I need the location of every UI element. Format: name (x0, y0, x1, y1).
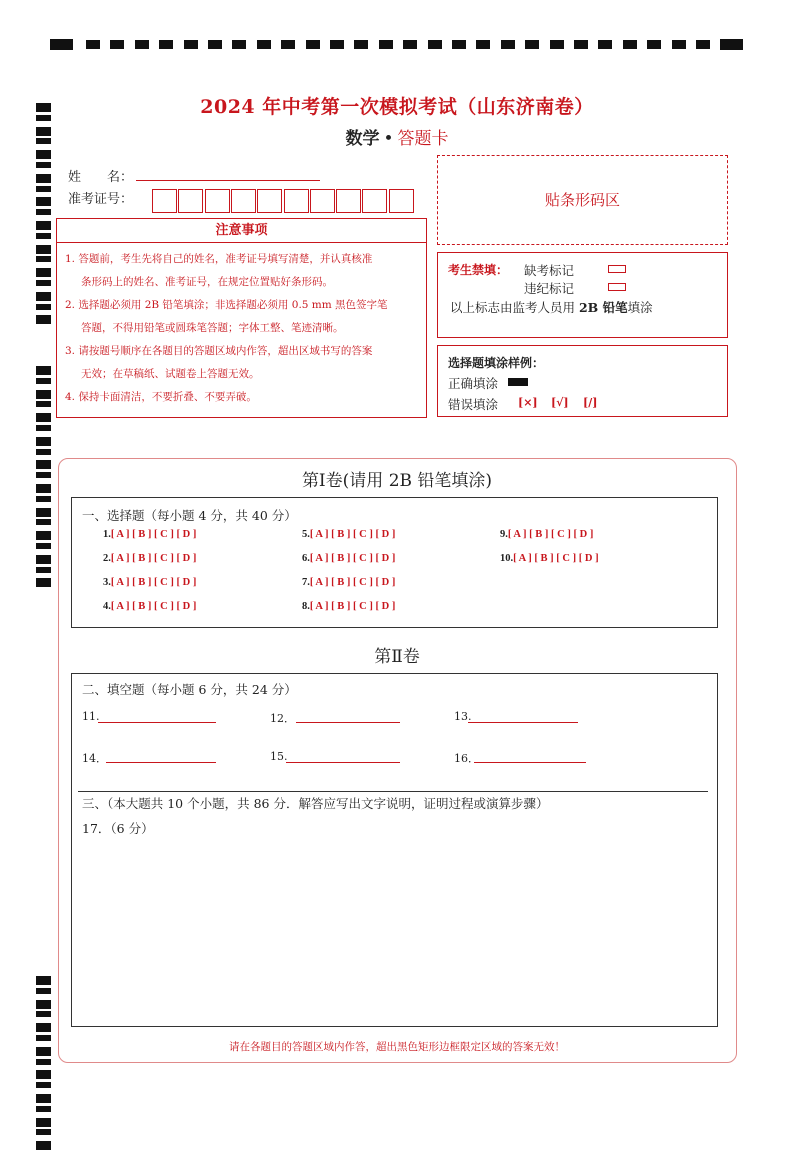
mc-question[interactable] (103, 577, 196, 588)
timing-mark (86, 40, 100, 49)
barcode-area (437, 155, 728, 245)
timing-mark (354, 40, 368, 49)
timing-mark (598, 40, 612, 49)
timing-mark (525, 40, 539, 49)
timing-mark (208, 40, 222, 49)
timing-mark (281, 40, 295, 49)
exam-id-digit-box[interactable] (389, 189, 414, 213)
timing-mark (403, 40, 417, 49)
timing-mark (647, 40, 661, 49)
mc-section-heading: 一、选择题（每小题 4 分，共 40 分） (82, 508, 297, 523)
separator-dot: • (383, 129, 394, 149)
fill-item-label: 13. (454, 710, 472, 723)
examiner-only-box (437, 252, 728, 338)
examiner-note-prefix: 以上标志由监考人员用 (450, 300, 579, 315)
mc-question-number: 3. (103, 577, 111, 588)
timing-mark (36, 413, 51, 422)
mc-options[interactable]: [ A ] [ B ] [ C ] [ D ] (309, 601, 396, 612)
absent-mark-box[interactable] (608, 265, 626, 273)
timing-mark (36, 197, 51, 206)
timing-mark (232, 40, 246, 49)
timing-mark (36, 1118, 51, 1127)
notice-line: 3. 请按题号顺序在各题目的答题区域内作答，超出区域书写的答案 (65, 345, 373, 357)
timing-mark (452, 40, 466, 49)
exam-id-digit-box[interactable] (152, 189, 177, 213)
mc-question-number: 9. (500, 529, 508, 540)
exam-id-digit-box[interactable] (205, 189, 230, 213)
timing-mark (36, 578, 51, 587)
timing-mark (501, 40, 515, 49)
mc-options[interactable]: [ A ] [ B ] [ C ] [ D ] (513, 553, 599, 564)
timing-mark (330, 40, 344, 49)
timing-mark (159, 40, 173, 49)
mc-question[interactable] (302, 529, 395, 540)
mc-question[interactable] (500, 529, 593, 540)
timing-mark (110, 40, 124, 49)
answer-card-subtitle (0, 124, 794, 149)
barcode-area-label: 贴条形码区 (544, 191, 620, 209)
fill-answer-line[interactable] (106, 762, 216, 763)
timing-mark (379, 40, 393, 49)
violation-mark-label: 违纪标记 (524, 281, 575, 296)
mc-question-number: 5. (302, 529, 310, 540)
exam-id-digit-box[interactable] (336, 189, 361, 213)
timing-mark (623, 40, 637, 49)
fill-answer-line[interactable] (468, 722, 578, 723)
mc-options[interactable]: [ A ] [ B ] [ C ] [ D ] (110, 529, 197, 540)
timing-mark (36, 531, 51, 540)
mc-question-number: 2. (103, 553, 111, 564)
fill-item-label: 16． (454, 752, 479, 765)
fill-sample-heading: 选择题填涂样例： (448, 356, 545, 370)
timing-mark (550, 40, 564, 49)
timing-mark (184, 40, 198, 49)
timing-mark (36, 390, 51, 399)
timing-mark (574, 40, 588, 49)
timing-mark (36, 221, 51, 230)
name-label: 姓 名： (68, 170, 134, 185)
card-label: 答题卡 (397, 129, 449, 149)
question-17-label: 17．（6 分） (82, 821, 154, 836)
fill-item-label: 11. (82, 710, 100, 723)
mc-question[interactable] (103, 553, 196, 564)
free-response-box (71, 673, 718, 1027)
timing-mark (36, 245, 51, 254)
fill-section-heading: 二、填空题（每小题 6 分，共 24 分） (82, 682, 297, 697)
notice-line: 2. 选择题必须用 2B 铅笔填涂；非选择题必须用 0.5 mm 黑色签字笔 (65, 299, 388, 311)
examiner-only-label: 考生禁填： (448, 263, 509, 277)
timing-mark (36, 437, 51, 446)
timing-mark (428, 40, 442, 49)
notice-box (56, 218, 427, 418)
fill-answer-line[interactable] (286, 762, 400, 763)
mc-question[interactable] (103, 601, 196, 612)
fill-answer-line[interactable] (98, 722, 216, 723)
exam-id-digit-box[interactable] (231, 189, 256, 213)
fill-item-label: 14． (82, 752, 107, 765)
mc-options[interactable]: [ A ] [ B ] [ C ] [ D ] (110, 553, 197, 564)
correct-fill-mark (508, 378, 528, 386)
mc-question[interactable] (302, 601, 395, 612)
violation-mark-box[interactable] (608, 283, 626, 291)
examiner-note-pencil: 2B 铅笔 (578, 300, 628, 315)
timing-mark (36, 174, 51, 183)
timing-mark (36, 315, 51, 324)
mc-question[interactable] (302, 553, 395, 564)
examiner-note-suffix: 填涂 (627, 300, 653, 315)
mc-options[interactable]: [ A ] [ B ] [ C ] [ D ] (309, 529, 396, 540)
examiner-note (450, 298, 653, 316)
mc-question-number: 7. (302, 577, 310, 588)
timing-mark (36, 150, 51, 159)
wrong-fill-label: 错误填涂 (448, 397, 499, 412)
exam-id-digit-box[interactable] (362, 189, 387, 213)
exam-id-digit-box[interactable] (310, 189, 335, 213)
timing-mark (36, 1000, 51, 1009)
timing-mark (36, 1141, 51, 1150)
absent-mark-label: 缺考标记 (524, 263, 575, 278)
timing-mark (696, 40, 710, 49)
notice-heading: 注意事项 (57, 219, 426, 243)
timing-mark (476, 40, 490, 49)
timing-mark (36, 1023, 51, 1032)
exam-title: 2024 年中考第一次模拟考试（山东济南卷） (200, 96, 594, 118)
fill-answer-line[interactable] (296, 722, 400, 723)
mc-question-number: 4. (103, 601, 111, 612)
section-divider (78, 791, 708, 792)
fill-item-label: 12． (270, 712, 295, 725)
timing-mark (36, 976, 51, 985)
exam-id-label: 准考证号： (68, 192, 134, 207)
timing-mark (36, 366, 51, 375)
correct-fill-label: 正确填涂 (448, 376, 499, 391)
exam-id-digit-box[interactable] (257, 189, 282, 213)
subject-label: 数学 (345, 129, 380, 149)
mc-options[interactable]: [ A ] [ B ] [ C ] [ D ] (309, 553, 396, 564)
fill-item-label: 15. (270, 750, 288, 763)
question-17-answer-area[interactable] (78, 842, 708, 1020)
wrong-mark-x: [×] (518, 396, 538, 409)
timing-mark (306, 40, 320, 49)
part1-title: 第Ⅰ卷(请用 2B 铅笔填涂) (301, 471, 493, 491)
timing-mark (36, 555, 51, 564)
mc-options[interactable]: [ A ] [ B ] [ C ] [ D ] (110, 577, 197, 588)
mc-question-number: 6. (302, 553, 310, 564)
mc-question-number: 1. (103, 529, 111, 540)
wrong-mark-slash: [/] (583, 396, 598, 409)
mc-question[interactable] (103, 529, 196, 540)
timing-mark (36, 268, 51, 277)
notice-line: 无效；在草稿纸、试题卷上答题无效。 (81, 368, 260, 380)
fill-answer-line[interactable] (474, 762, 586, 763)
part2-title: 第Ⅱ卷 (374, 647, 420, 667)
exam-id-digit-box[interactable] (284, 189, 309, 213)
exam-id-digit-box[interactable] (178, 189, 203, 213)
timing-mark (36, 1094, 51, 1103)
mc-question-number: 10. (500, 553, 514, 564)
solve-section-heading: 三、（本大题共 10 个小题，共 86 分．解答应写出文字说明，证明过程或演算步骤） (82, 796, 549, 811)
wrong-mark-check: [√] (551, 396, 569, 409)
mc-question[interactable] (500, 553, 599, 564)
notice-line: 1. 答题前，考生先将自己的姓名，准考证号填写清楚，并认真核准 (65, 253, 373, 265)
notice-line: 条形码上的姓名、准考证号，在规定位置贴好条形码。 (81, 276, 333, 288)
mc-question-number: 8. (302, 601, 310, 612)
timing-mark (36, 292, 51, 301)
timing-mark (135, 40, 149, 49)
timing-mark (36, 508, 51, 517)
timing-mark (672, 40, 686, 49)
mc-question[interactable] (302, 577, 395, 588)
mc-options[interactable]: [ A ] [ B ] [ C ] [ D ] (309, 577, 396, 588)
mc-options[interactable]: [ A ] [ B ] [ C ] [ D ] (110, 601, 197, 612)
fill-sample-box (437, 345, 728, 417)
name-field[interactable] (136, 180, 320, 181)
notice-line: 答题，不得用铅笔或圆珠笔答题；字体工整、笔迹清晰。 (81, 322, 344, 334)
footer-note: 请在各题目的答题区域内作答，超出黑色矩形边框限定区域的答案无效！ (229, 1041, 565, 1053)
timing-mark (257, 40, 271, 49)
timing-mark (36, 1070, 51, 1079)
mc-options[interactable]: [ A ] [ B ] [ C ] [ D ] (507, 529, 594, 540)
notice-line: 4. 保持卡面清洁，不要折叠、不要弄破。 (65, 391, 257, 403)
